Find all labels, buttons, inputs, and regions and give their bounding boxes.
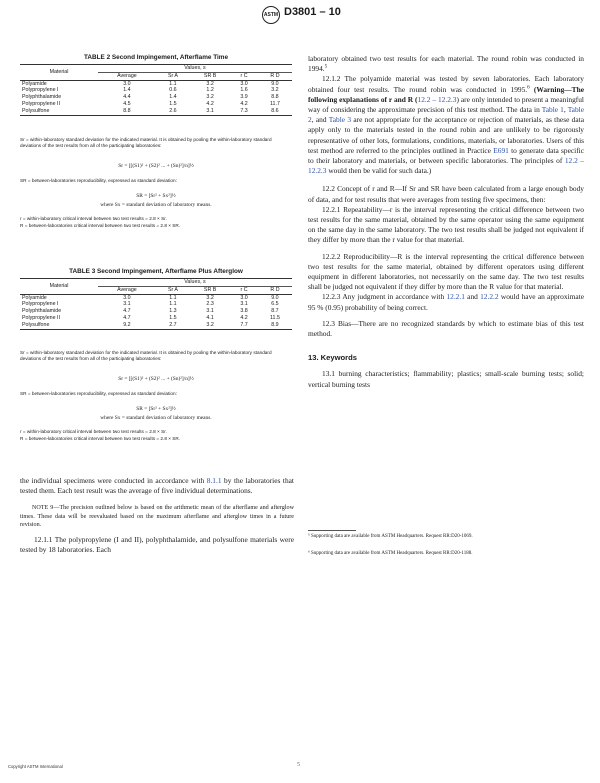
table2-cell-value: 3.1 [190, 108, 230, 115]
table2-equation-where: where Sx = standard deviation of laboratory means. [100, 202, 212, 208]
table2-cell-value: 8.8 [271, 94, 279, 101]
table3-cell-material: Polypropylene II [22, 314, 60, 321]
table3-cell-value: 3.0 [240, 294, 248, 301]
table3-footnote-c: r = within-laboratory critical interval between two test results = 2.8 × Sr. [20, 429, 167, 434]
table2-cell-value: 3.9 [240, 94, 248, 101]
paragraph-round-robin-1994: laboratory obtained two test results for each material. The round robin was conducted in 1994.$^5$ [308, 54, 584, 74]
table2-cell-value: 3.0 [123, 80, 131, 87]
table3-row [20, 315, 292, 322]
table2-cell-material: Polypropylene II [22, 100, 60, 107]
table3-cell-value: 4.7 [123, 314, 131, 321]
table3-cell-value: 4.1 [206, 314, 214, 321]
table3-cell-value: 2.7 [156, 322, 190, 329]
link-12-2-1[interactable]: 12.2.1 [446, 292, 465, 302]
table3-cell-value: 3.1 [206, 308, 214, 315]
table3-equation-where: where Sx = standard deviation of laboratory means. [100, 415, 212, 421]
paragraph-test-conduct: the individual specimens were conducted in accordance with 8.1.1 by the laboratories that tested them. Each test result was the average of five individual determinations. [20, 476, 294, 496]
table3-col-R: R D [258, 286, 292, 294]
table2-cell-value: 7.3 [230, 108, 258, 115]
table2-cell-value: 4.4 [123, 94, 131, 101]
footnote-6: ⁶ Supporting data are available from ASTM Headquarters. Request RR:D20-1188. [308, 551, 473, 556]
table3-cell-value: 3.0 [123, 294, 131, 301]
table2-row [20, 108, 292, 115]
table2-cell-material: Polyamide [22, 80, 47, 87]
table2-cell-value: 8.8 [98, 108, 156, 115]
table2-cell-value: 1.2 [206, 87, 214, 94]
table2-cell-value: 3.2 [271, 87, 279, 94]
table2-cell-value: 4.2 [240, 100, 248, 107]
table3-cell-value: 7.7 [230, 322, 258, 329]
note-9: NOTE 9—The precision outlined below is based on the arithmetic mean of the afterflame and afterglow times. These data will be reevaluated based on the maximum afterflame and afterglow times in a future revision. [20, 505, 294, 528]
table2-row [20, 101, 292, 108]
table3-cell-value: 8.9 [258, 322, 292, 329]
table3-col-r: r C [230, 286, 258, 294]
table2-cell-value: 0.6 [169, 87, 177, 94]
left-column-body [20, 476, 294, 555]
table3-row [20, 294, 292, 301]
link-table-1[interactable]: Table 1 [541, 105, 564, 115]
table2 [20, 64, 292, 116]
link-8-1-1[interactable]: 8.1.1 [206, 476, 222, 485]
paragraph-12-1-2: 12.1.2 The polyamide material was tested by seven laboratories. Each laboratory obtained four test results. The round robin was conducted in 1995.$^6$ (Warning—The following explanations of r and R (12.2 – 12.2.3) are only intended to present a meaningful way of considering the approximate precision of this test method. The data in Table 1, Table 2, and Table 3 are not appropriate for the acceptance or rejection of materials, as these data apply only to the materials tested in the round robin and are unlikely to be rigorously representative of other lots, formulations, conditions, materials, or laboratories. Users of this test method are referred to the principles outlined in Practice E691 to generate data specific to their laboratory and materials, or between specific laboratories. The principles of 12.2 – 12.2.3 would then be valid for such data.) [308, 74, 584, 176]
table2-cell-material: Polypropylene I [22, 87, 59, 94]
paragraph-12-2-1: 12.2.1 Repeatability—r is the interval representing the critical difference between two test results for the same material, obtained by the same operator using the same equipment on the same day in the same laboratory. The two test results shall be judged not equivalent if they differ by more than the r value for that material. [308, 204, 584, 245]
table2-cell-value: 1.1 [169, 80, 177, 87]
table3-equation-sR: SR = [Sr² + Sx²]½ [136, 406, 176, 412]
table2-cell-value: 1.4 [169, 94, 177, 101]
link-table-3[interactable]: Table 3 [328, 115, 352, 125]
footnote-5: ⁵ Supporting data are available from ASTM Headquarters. Request RR:D20-1069. [308, 534, 473, 539]
table3-cell-value: 11.5 [270, 314, 280, 321]
table2-cell-material: Polyphthalamide [22, 94, 62, 101]
table2-cell-value: 3.0 [240, 80, 248, 87]
table2-col-material: Material [20, 65, 98, 81]
table2-col-average: Average [98, 72, 156, 80]
table2-footnote-a: Sr = within-laboratory standard deviation for the indicated material. It is obtained by pooling the within-laboratory standard deviations of the test results from all of the participating laboratories: [20, 137, 272, 149]
table3-equation-sr: Sr = [[(S1)² + (S2)² ... + (Sn)²]/n]½ [118, 376, 194, 382]
table3-footnote-b: SR = between-laboratories reproducibility, expressed as standard deviation: [20, 391, 177, 396]
table2-title: TABLE 2 Second Impingement, Afterflame Time [83, 54, 229, 61]
table3-cell-value: 2.3 [206, 301, 214, 308]
table3-col-average: Average [98, 286, 156, 294]
link-12-2-range-2[interactable]: 12.2 – 12.2.3 [308, 156, 584, 176]
table3-footnote-a: Sr = within-laboratory standard deviation for the indicated material. It is obtained by pooling the within-laboratory standard deviations of the test results from all of the participating laboratories: [20, 350, 272, 362]
page-number: 5 [297, 762, 300, 768]
table2-cell-value: 8.6 [258, 108, 292, 115]
table3-footnote-d: R = between-laboratories critical interval between two test results = 2.8 × SR. [20, 436, 181, 441]
paragraph-12-2-2: 12.2.2 Reproducibility—R is the interval representing the critical difference between two test results for the same material, obtained by different operators using different equipment in different laboratories, not necessarily on the same day. The two test results shall be judged not equivalent if they differ by more than the R value for that material. [308, 251, 584, 292]
paragraph-12-3: 12.3 Bias—There are no recognized standards by which to estimate bias of this test method. [308, 318, 584, 339]
table3-cell-value: 3.1 [240, 301, 248, 308]
table2-cell-value: 3.2 [206, 94, 214, 101]
paragraph-12-1-1: 12.1.1 The polypropylene (I and II), polyphthalamide, and polysulfone materials were tested by 18 laboratories. Each [20, 535, 294, 555]
table3-cell-value: 1.5 [169, 314, 177, 321]
table2-footnote-c: r = within-laboratory critical interval between two test results = 2.8 × Sr. [20, 216, 167, 221]
table3-cell-value: 3.8 [240, 308, 248, 315]
table3-cell-value: 1.1 [169, 294, 177, 301]
table3-cell-value: 1.1 [169, 301, 177, 308]
table2-cell-value: 4.2 [206, 100, 214, 107]
table3-cell-value: 4.2 [240, 314, 248, 321]
table2-cell-material: Polysulfone [20, 108, 98, 115]
table3-cell-material: Polysulfone [20, 322, 98, 329]
table3-cell-value: 6.5 [271, 301, 279, 308]
table3-cell-value: 8.7 [271, 308, 279, 315]
standard-designation: D3801 – 10 [284, 6, 341, 18]
table2-row [20, 94, 292, 101]
paragraph-12-2-3: 12.2.3 Any judgment in accordance with 12.2.1 and 12.2.2 would have an approximate 95 % (0.95) probability of being correct. [308, 292, 584, 312]
table2-col-R: R D [258, 72, 292, 80]
link-12-2-range[interactable]: 12.2 – 12.2.3 [417, 94, 457, 104]
table2-cell-value: 1.5 [169, 100, 177, 107]
table2-cell-value: 2.6 [156, 108, 190, 115]
table2-group-header: Values, s [98, 65, 292, 73]
table3-cell-value: 1.3 [169, 308, 177, 315]
table2-cell-value: 1.4 [123, 87, 131, 94]
table3-row [20, 308, 292, 315]
table2-row [20, 87, 292, 94]
table2-cell-value: 9.0 [271, 80, 279, 87]
table2-cell-value: 11.7 [270, 100, 280, 107]
table3-cell-value: 3.2 [190, 322, 230, 329]
section-13-heading: 13. Keywords [308, 353, 357, 363]
astm-logo: ASTM [262, 6, 280, 24]
table3-row [20, 322, 292, 329]
table2-cell-value: 1.6 [240, 87, 248, 94]
table2-equation-sr: Sr = [[(S1)² + (S2)² ... + (Sn)²]/n]½ [118, 163, 194, 169]
link-e691[interactable]: E691 [493, 145, 509, 155]
footnote-divider [308, 530, 356, 531]
table3-cell-value: 9.2 [98, 322, 156, 329]
table3 [20, 278, 292, 330]
link-table-2[interactable]: Table 2 [308, 105, 584, 125]
table2-footnote-d: R = between-laboratories critical interval between two test results = 2.8 × SR. [20, 223, 181, 228]
table2-equation-sR: SR = [Sr² + Sx²]½ [136, 193, 176, 199]
table3-col-sR: SR B [190, 286, 230, 294]
table3-cell-material: Polypropylene I [22, 301, 59, 308]
table3-cell-value: 9.0 [271, 294, 279, 301]
table3-group-header: Values, s [98, 279, 292, 287]
right-column-body [308, 54, 584, 390]
table3-col-sr: Sr A [156, 286, 190, 294]
link-12-2-2[interactable]: 12.2.2 [480, 292, 499, 302]
table3-cell-material: Polyamide [22, 294, 47, 301]
table2-col-sR: SR B [190, 72, 230, 80]
table3-cell-value: 3.2 [206, 294, 214, 301]
copyright-notice: Copyright ASTM International [8, 764, 63, 769]
table2-footnote-b: SR = between-laboratories reproducibility, expressed as standard deviation: [20, 178, 177, 183]
table3-row [20, 301, 292, 308]
table2-col-sr: Sr A [156, 72, 190, 80]
table3-title: TABLE 3 Second Impingement, Afterflame Plus Afterglow [69, 268, 243, 275]
paragraph-13-1: 13.1 burning characteristics; flammability; plastics; small-scale burning tests; solid; vertical burning tests [308, 369, 584, 389]
table2-cell-value: 3.2 [206, 80, 214, 87]
table2-cell-value: 4.5 [123, 100, 131, 107]
table3-col-material: Material [20, 279, 98, 295]
table2-col-r: r C [230, 72, 258, 80]
table3-cell-value: 4.7 [123, 308, 131, 315]
table3-cell-material: Polyphthalamide [22, 308, 62, 315]
paragraph-12-2: 12.2 Concept of r and R—If Sr and SR have been calculated from a large enough body of data, and for test results that were averages from testing five specimens, then: [308, 184, 584, 204]
table3-cell-value: 3.1 [123, 301, 131, 308]
table2-row [20, 80, 292, 87]
